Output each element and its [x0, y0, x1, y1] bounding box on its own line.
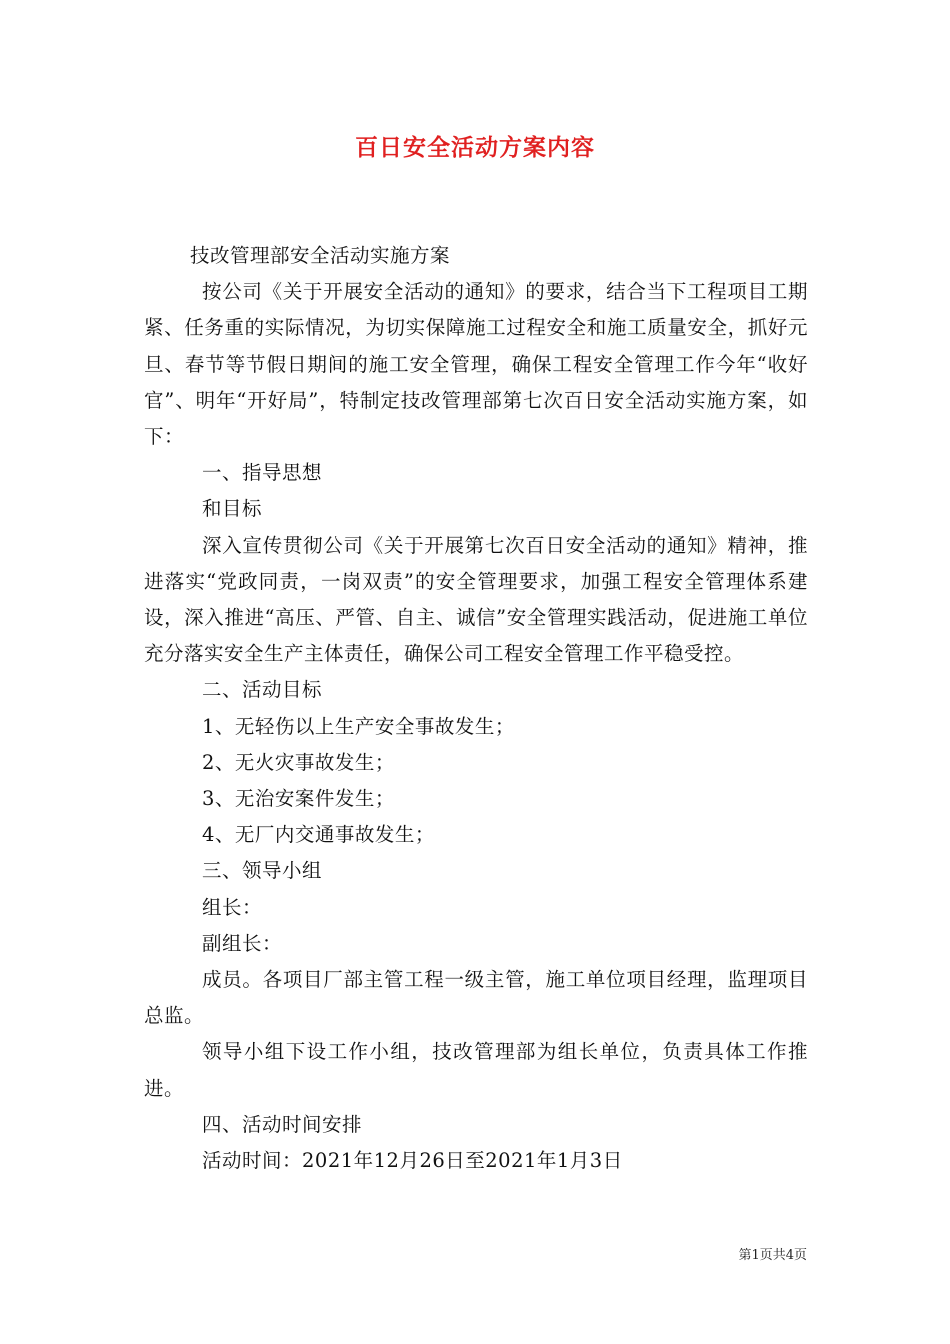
- section-heading-activity-goals: 二、活动目标: [202, 678, 323, 702]
- paragraph-intro: 按公司《关于开展安全活动的通知》的要求，结合当下工程项目工期紧、任务重的实际情况，为切实保障施工过程安全和施工质量安全，抓好元旦、春节等节假日期间的施工安全管理，确保工程安全管理工作今年“收好官”、明年“开好局”，特制定技改管理部第七次百日安全活动实施方案，如下：: [144, 280, 808, 449]
- list-item: 4、无厂内交通事故发生；: [202, 823, 435, 847]
- section-heading-guiding-thought: 一、指导思想: [202, 461, 323, 485]
- paragraph-members: 成员。各项目厂部主管工程一级主管，施工单位项目经理，监理项目总监。: [144, 968, 808, 1028]
- paragraph-leader: 组长：: [202, 895, 263, 919]
- paragraph-deputy-leader: 副组长：: [202, 931, 283, 955]
- list-item: 2、无火灾事故发生；: [202, 750, 395, 774]
- list-item: 1、无轻伤以上生产安全事故发生；: [202, 714, 515, 738]
- paragraph-subtitle: 技改管理部安全活动实施方案: [190, 244, 451, 267]
- document-body: [144, 238, 808, 1179]
- paragraph-activity-time: 活动时间：2021年12月26日至2021年1月3日: [202, 1149, 623, 1173]
- section-heading-schedule: 四、活动时间安排: [202, 1112, 363, 1136]
- section-heading-goals: 和目标: [202, 497, 263, 521]
- list-item: 3、无治安案件发生；: [202, 787, 395, 811]
- document-title: 百日安全活动方案内容: [355, 134, 595, 161]
- paragraph-guiding-content: 深入宣传贯彻公司《关于开展第七次百日安全活动的通知》精神，推进落实“党政同责，一岗双责”的安全管理要求，加强工程安全管理体系建设，深入推进“高压、严管、自主、诚信”安全管理实践活动，促进施工单位充分落实安全生产主体责任，确保公司工程安全管理工作平稳受控。: [144, 533, 808, 666]
- section-heading-leadership: 三、领导小组: [202, 859, 323, 883]
- paragraph-working-group: 领导小组下设工作小组，技改管理部为组长单位，负责具体工作推进。: [144, 1040, 808, 1100]
- page-number: 第1页共4页: [738, 1248, 807, 1263]
